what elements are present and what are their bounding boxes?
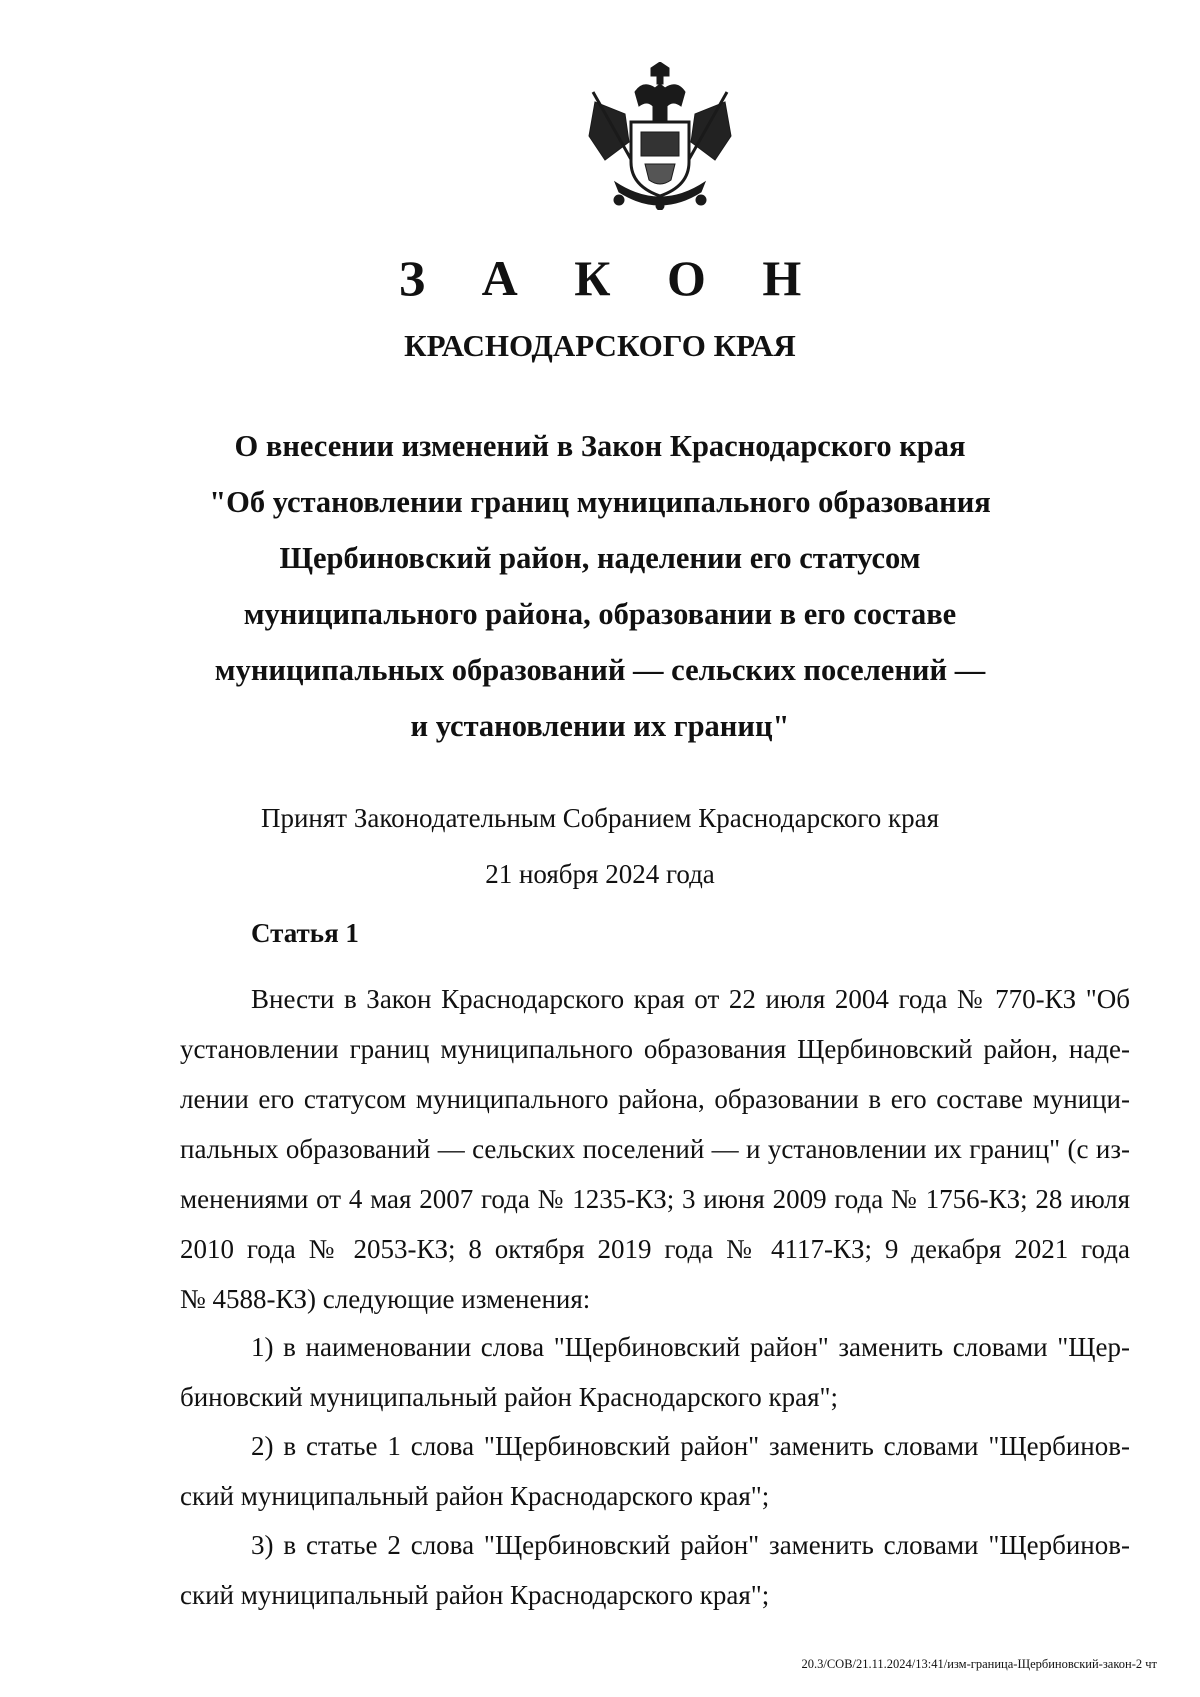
article-item: [180, 1520, 1130, 1620]
paragraph-line: установлении границ муниципального образования Щербиновский район, наде-: [180, 1034, 1130, 1064]
item-line: 2) в статье 1 слова "Щербиновский район" заменить словами "Щербинов-: [251, 1431, 1130, 1461]
paragraph-line: менениями от 4 мая 2007 года № 1235-КЗ; 3 июня 2009 года № 1756-КЗ; 28 июля: [180, 1184, 1130, 1214]
law-name-line: и установлении их границ": [410, 709, 790, 743]
paragraph-line: пальных образований — сельских поселений — и установлении их границ" (с из-: [180, 1134, 1130, 1164]
adoption-note: [0, 790, 1200, 902]
item-line: 1) в наименовании слова "Щербиновский район" заменить словами "Щер-: [251, 1332, 1130, 1362]
coat-of-arms-icon: [585, 62, 735, 210]
item-line: биновский муниципальный район Краснодарского края";: [180, 1382, 839, 1412]
law-name-line: "Об установлении границ муниципального образования: [209, 485, 991, 519]
item-line: ский муниципальный район Краснодарского края";: [180, 1580, 770, 1610]
paragraph-line: Внести в Закон Краснодарского края от 22 июля 2004 года № 770-КЗ "Об: [251, 984, 1130, 1014]
law-name-line: муниципальных образований — сельских поселений —: [214, 653, 986, 687]
paragraph-line: 2010 года № 2053-КЗ; 8 октября 2019 года № 4117-КЗ; 9 декабря 2021 года: [180, 1234, 1130, 1264]
law-name-line: О внесении изменений в Закон Краснодарского края: [234, 429, 966, 463]
document-footer-stamp: 20.3/СОВ/21.11.2024/13:41/изм-граница-Щербиновский-закон-2 чт: [801, 1657, 1157, 1671]
article-title: Статья 1: [251, 918, 359, 948]
document-subtitle: КРАСНОДАРСКОГО КРАЯ: [404, 328, 796, 363]
paragraph-line: № 4588-КЗ) следующие изменения:: [180, 1284, 591, 1314]
law-name-line: Щербиновский район, наделении его статусом: [279, 541, 921, 575]
paragraph-line: лении его статусом муниципального района, образовании в его составе муници-: [180, 1084, 1130, 1114]
document-title: З А К О Н: [398, 250, 824, 306]
item-line: 3) в статье 2 слова "Щербиновский район" заменить словами "Щербинов-: [251, 1530, 1130, 1560]
law-name-line: муниципального района, образовании в его составе: [243, 597, 957, 631]
law-name: [150, 418, 1050, 754]
adoption-date: 21 ноября 2024 года: [485, 859, 715, 889]
article-paragraph: [180, 974, 1130, 1324]
adoption-line: Принят Законодательным Собранием Краснодарского края: [260, 803, 940, 833]
article-item: [180, 1421, 1130, 1521]
article-item: [180, 1322, 1130, 1422]
item-line: ский муниципальный район Краснодарского края";: [180, 1481, 770, 1511]
